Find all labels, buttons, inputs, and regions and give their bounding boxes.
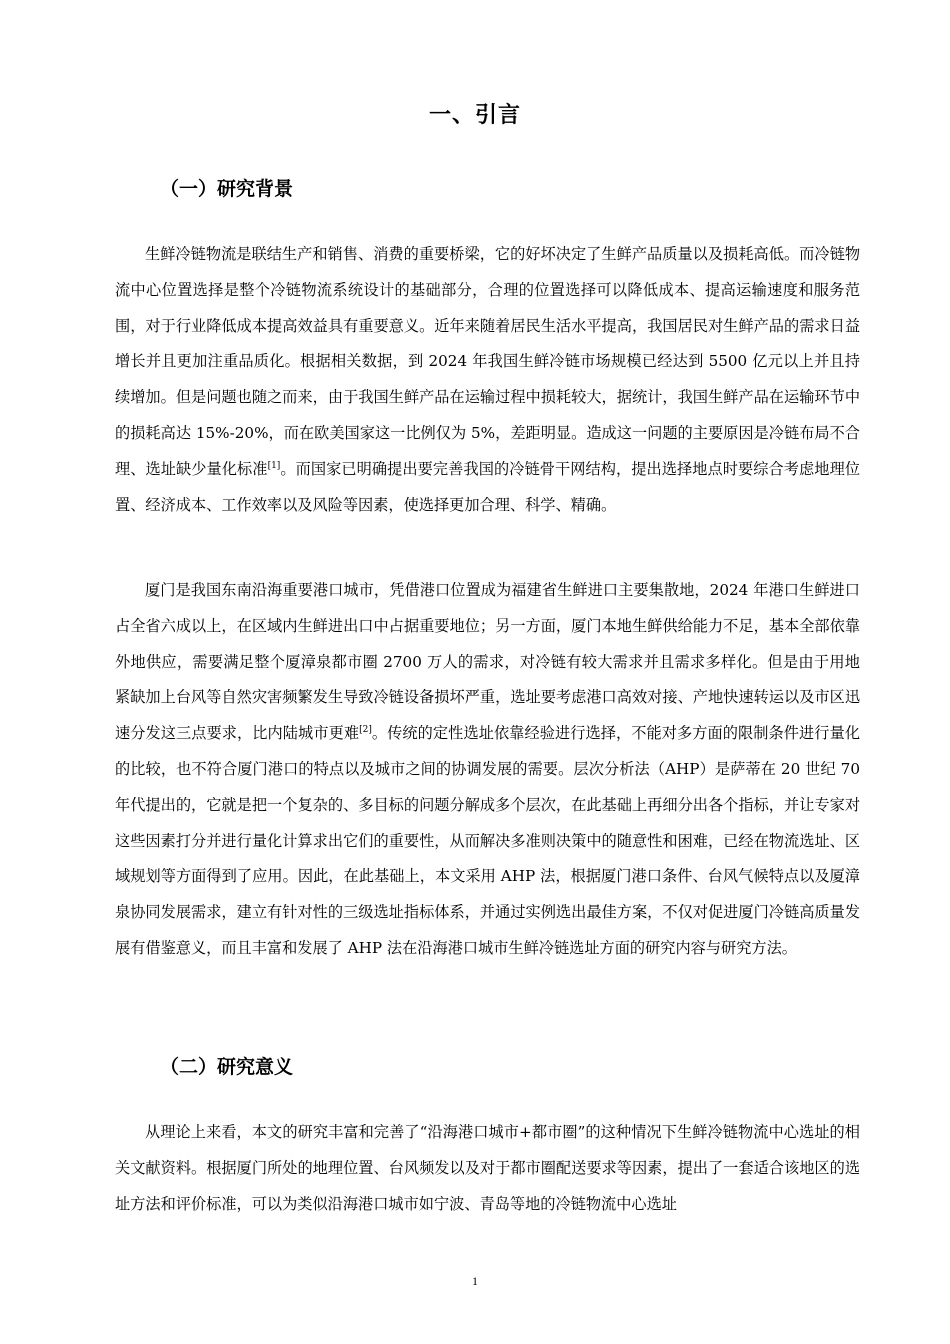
paragraph-text: 厦门是我国东南沿海重要港口城市，凭借港口位置成为福建省生鲜进口主要集散地，2024 年港口生鲜进口占全省六成以上，在区域内生鲜进出口中占据重要地位；另一方面，厦门本地生鲜供给能力不足，基本全部依靠外地供应，需要满足整个厦漳泉都市圈 2700 万人的需求，对冷链有较大需求并且需求多样化。但是由于用地紧缺加上台风等自然灾害频繁发生导致冷链设备损坏严重，选址要考虑港口高效对接、产地快速转运以及市区迅速分发这三点要求，比内陆城市更难 [115, 581, 860, 743]
section-title-background: （一）研究背景 [160, 178, 294, 200]
paragraph-text: 。而国家已明确提出要完善我国的冷链骨干网结构，提出选择地点时要综合考虑地理位置、经济成本、工作效率以及风险等因素，使选择更加合理、科学、精确。 [115, 459, 861, 514]
body-paragraph [115, 573, 860, 967]
paragraph-text: 生鲜冷链物流是联结生产和销售、消费的重要桥梁，它的好坏决定了生鲜产品质量以及损耗高低。而冷链物流中心位置选择是整个冷链物流系统设计的基础部分，合理的位置选择可以降低成本、提高运输速度和服务范围，对于行业降低成本提高效益具有重要意义。近年来随着居民生活水平提高，我国居民对生鲜产品的需求日益增长并且更加注重品质化。根据相关数据，到 2024 年我国生鲜冷链市场规模已经达到 5500 亿元以上并且持续增加。但是问题也随之而来，由于我国生鲜产品在运输过程中损耗较大，据统计，我国生鲜产品在运输环节中的损耗高达 15%-20%，而在欧美国家这一比例仅为 5%，差距明显。造成这一问题的主要原因是冷链布局不合理、选址缺少量化标准 [115, 245, 860, 478]
citation-marker: [1] [267, 460, 281, 471]
paragraph-text: 从理论上来看，本文的研究丰富和完善了“沿海港口城市+都市圈”的这种情况下生鲜冷链物流中心选址的相关文献资料。根据厦门所处的地理位置、台风频发以及对于都市圈配送要求等因素，提出了一套适合该地区的选址方法和评价标准，可以为类似沿海港口城市如宁波、青岛等地的冷链物流中心选址 [115, 1123, 860, 1213]
page-number: 1 [472, 1274, 478, 1288]
section-title-significance: （二）研究意义 [160, 1056, 294, 1078]
body-paragraph [115, 237, 860, 523]
citation-marker: [2] [359, 725, 372, 736]
body-paragraph [115, 1115, 860, 1222]
paragraph-text: 。传统的定性选址依靠经验进行选择，不能对多方面的限制条件进行量化的比较，也不符合厦门港口的特点以及城市之间的协调发展的需要。层次分析法（AHP）是萨蒂在 20 世纪 70 年代提出的，它就是把一个复杂的、多目标的问题分解成多个层次，在此基础上再细分出各个指标，并让专家对这些因素打分并进行量化计算求出它们的重要性，从而解决多准则决策中的随意性和困难，已经在物流选址、区域规划等方面得到了应用。因此，在此基础上，本文采用 AHP 法，根据厦门港口条件、台风气候特点以及厦漳泉协同发展需求，建立有针对性的三级选址指标体系，并通过实例选出最佳方案，不仅对促进厦门冷链高质量发展有借鉴意义，而且丰富和发展了 AHP 法在沿海港口城市生鲜冷链选址方面的研究内容与研究方法。 [115, 724, 861, 957]
chapter-title: 一、引言 [428, 103, 521, 128]
